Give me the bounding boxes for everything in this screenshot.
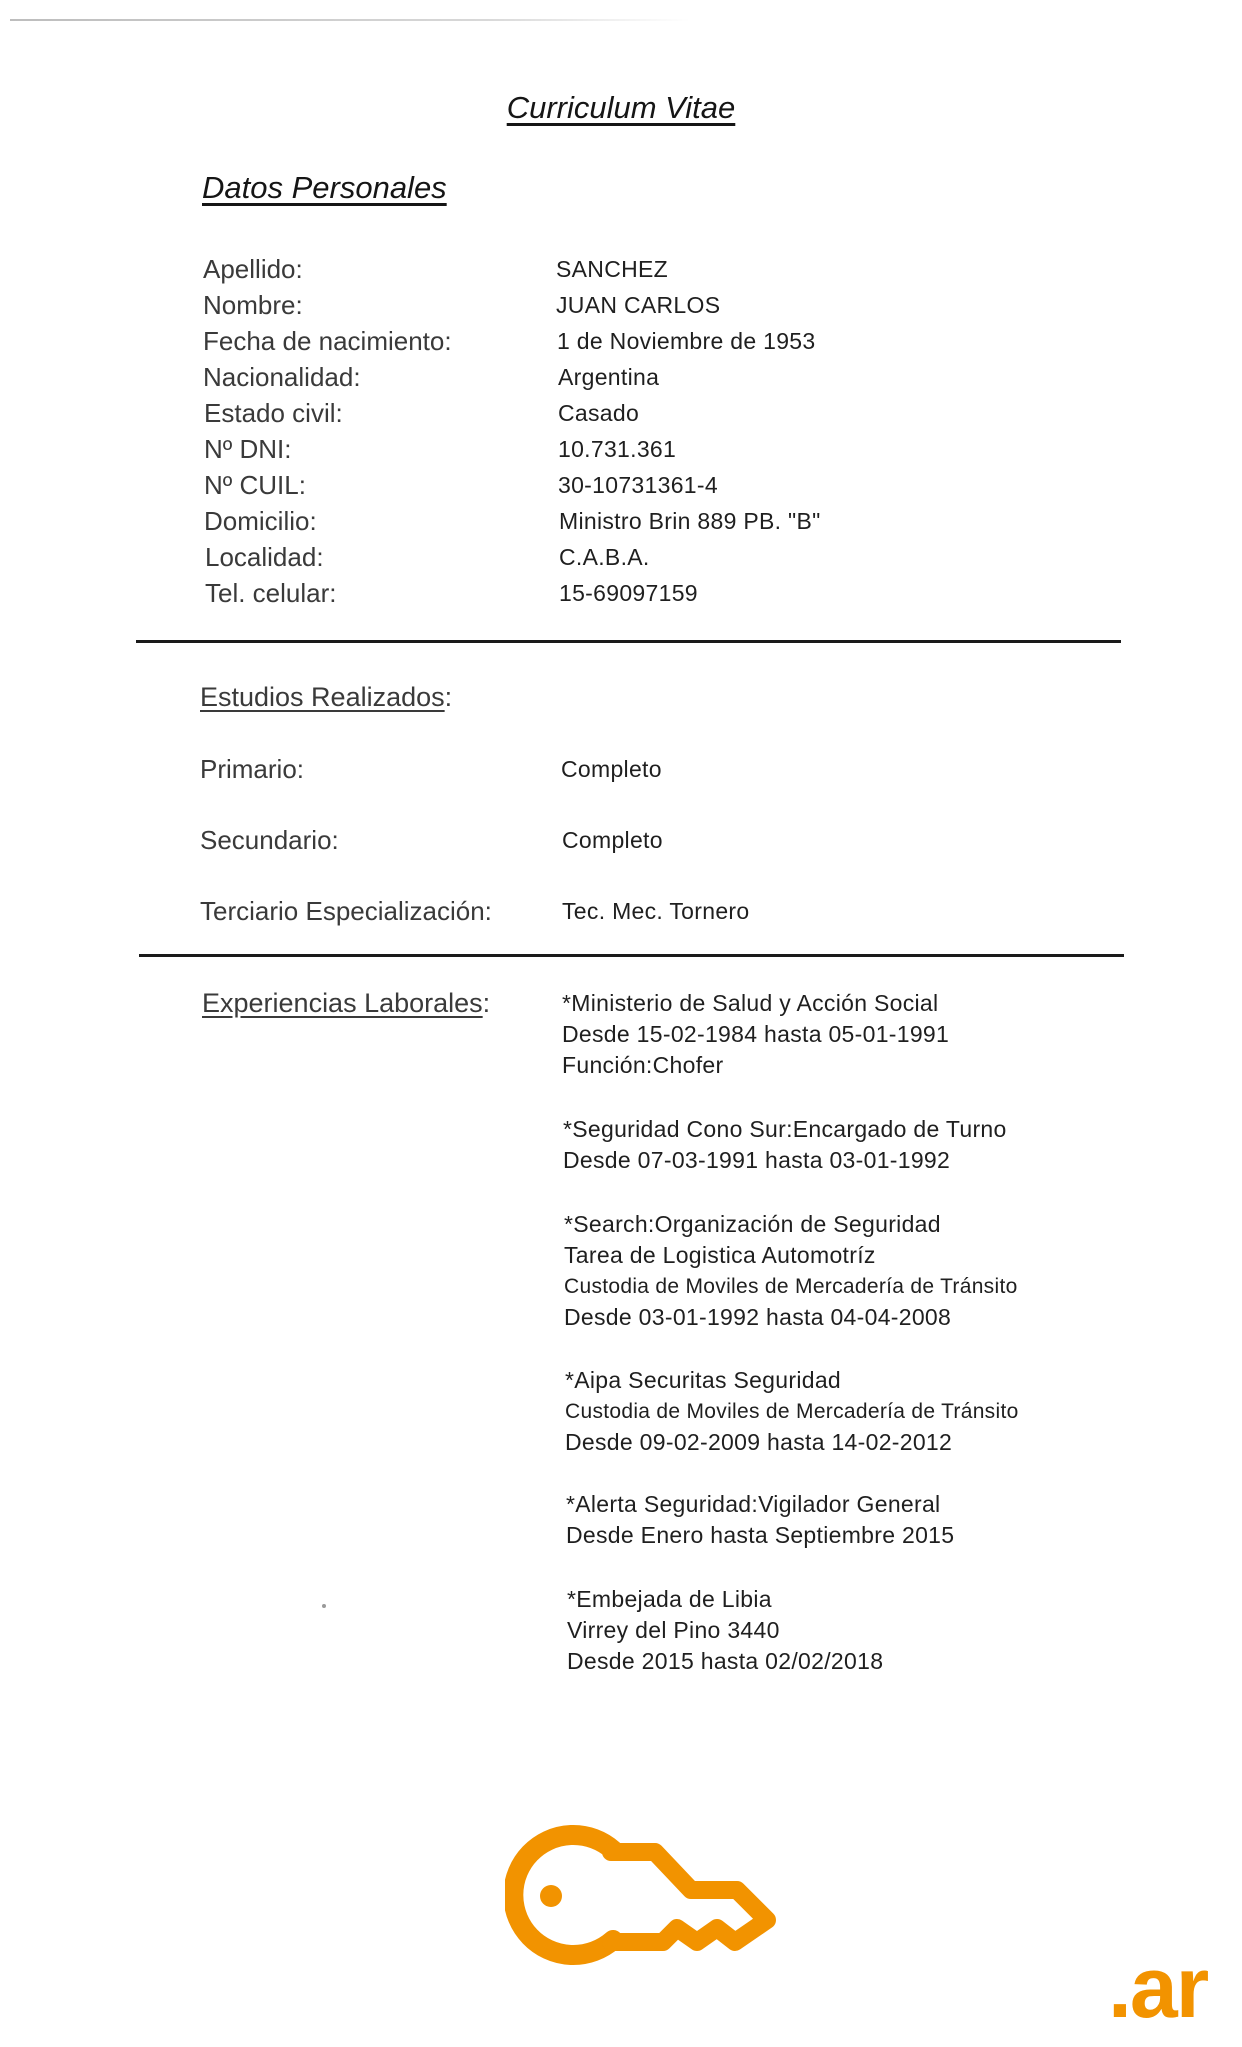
- personal-label: Tel. celular:: [205, 578, 337, 608]
- section-divider: [139, 954, 1124, 957]
- personal-label: Estado civil:: [204, 398, 343, 428]
- experience-line: *Alerta Seguridad:Vigilador General: [566, 1491, 941, 1517]
- personal-label: Nº DNI:: [204, 434, 292, 464]
- personal-value: Casado: [558, 400, 640, 426]
- datos-personales-heading: Datos Personales: [202, 170, 447, 205]
- experience-line: Custodia de Moviles de Mercadería de Tránsito: [565, 1400, 1019, 1423]
- scan-speck: [322, 1604, 326, 1608]
- personal-value: Ministro Brin 889 PB. "B": [559, 508, 821, 534]
- estudios-value: Completo: [561, 756, 662, 782]
- estudios-value: Completo: [562, 827, 663, 853]
- estudios-label: Terciario Especialización:: [200, 896, 492, 926]
- personal-value: 10.731.361: [558, 436, 677, 462]
- personal-label: Localidad:: [205, 542, 324, 572]
- experience-entry: [567, 1584, 883, 1677]
- experience-line: *Search:Organización de Seguridad: [564, 1211, 941, 1237]
- personal-label: Nº CUIL:: [204, 470, 306, 500]
- experience-line: *Aipa Securitas Seguridad: [565, 1367, 841, 1393]
- personal-label: Apellido:: [203, 254, 303, 284]
- experience-entry: [564, 1209, 1018, 1333]
- section-divider: [136, 640, 1121, 643]
- estudios-heading-colon: :: [444, 682, 453, 712]
- experience-line: Desde 15-02-1984 hasta 05-01-1991: [562, 1021, 950, 1047]
- estudios-label: Primario:: [200, 754, 305, 784]
- personal-value: SANCHEZ: [556, 256, 669, 282]
- experience-line: *Seguridad Cono Sur:Encargado de Turno: [563, 1116, 1007, 1142]
- experience-line: *Embejada de Libia: [567, 1586, 772, 1612]
- experience-entry: [565, 1365, 1019, 1458]
- estudios-value: Tec. Mec. Tornero: [562, 898, 750, 924]
- personal-value: Argentina: [558, 364, 660, 390]
- estudios-label: Secundario:: [200, 825, 339, 855]
- personal-value: 15-69097159: [559, 580, 698, 606]
- document-title: Curriculum Vitae: [506, 90, 736, 125]
- personal-value: JUAN CARLOS: [556, 292, 721, 318]
- experience-line: Virrey del Pino 3440: [567, 1617, 780, 1643]
- experience-line: Desde Enero hasta Septiembre 2015: [566, 1522, 955, 1548]
- estudios-heading-text: Estudios Realizados: [200, 682, 445, 712]
- experience-entry: [566, 1489, 954, 1551]
- experiencias-heading-text: Experiencias Laborales: [202, 988, 483, 1018]
- experience-entry: [563, 1114, 1007, 1176]
- experience-entry: [562, 988, 949, 1081]
- experience-line: *Ministerio de Salud y Acción Social: [562, 990, 939, 1016]
- watermark-domain-text: .ar: [1108, 1940, 1208, 2036]
- personal-value: 30-10731361-4: [558, 472, 718, 498]
- key-icon: [505, 1820, 785, 1970]
- experience-line: Función:Chofer: [562, 1052, 724, 1078]
- experience-line: Desde 2015 hasta 02/02/2018: [567, 1648, 884, 1674]
- personal-label: Nacionalidad:: [203, 362, 361, 392]
- personal-value: 1 de Noviembre de 1953: [557, 328, 816, 354]
- personal-value: C.A.B.A.: [559, 544, 650, 570]
- experience-line: Desde 09-02-2009 hasta 14-02-2012: [565, 1429, 953, 1455]
- estudios-heading: [200, 682, 452, 713]
- personal-label: Nombre:: [203, 290, 303, 320]
- experiencias-heading: [202, 988, 490, 1019]
- experiencias-heading-colon: :: [482, 988, 491, 1018]
- experience-line: Desde 03-01-1992 hasta 04-04-2008: [564, 1304, 952, 1330]
- personal-label: Domicilio:: [204, 506, 317, 536]
- experience-line: Desde 07-03-1991 hasta 03-01-1992: [563, 1147, 951, 1173]
- personal-label: Fecha de nacimiento:: [203, 326, 452, 356]
- experience-line: Custodia de Moviles de Mercadería de Tránsito: [564, 1275, 1018, 1298]
- scan-edge-line: [10, 19, 690, 21]
- experience-line: Tarea de Logistica Automotríz: [564, 1242, 876, 1268]
